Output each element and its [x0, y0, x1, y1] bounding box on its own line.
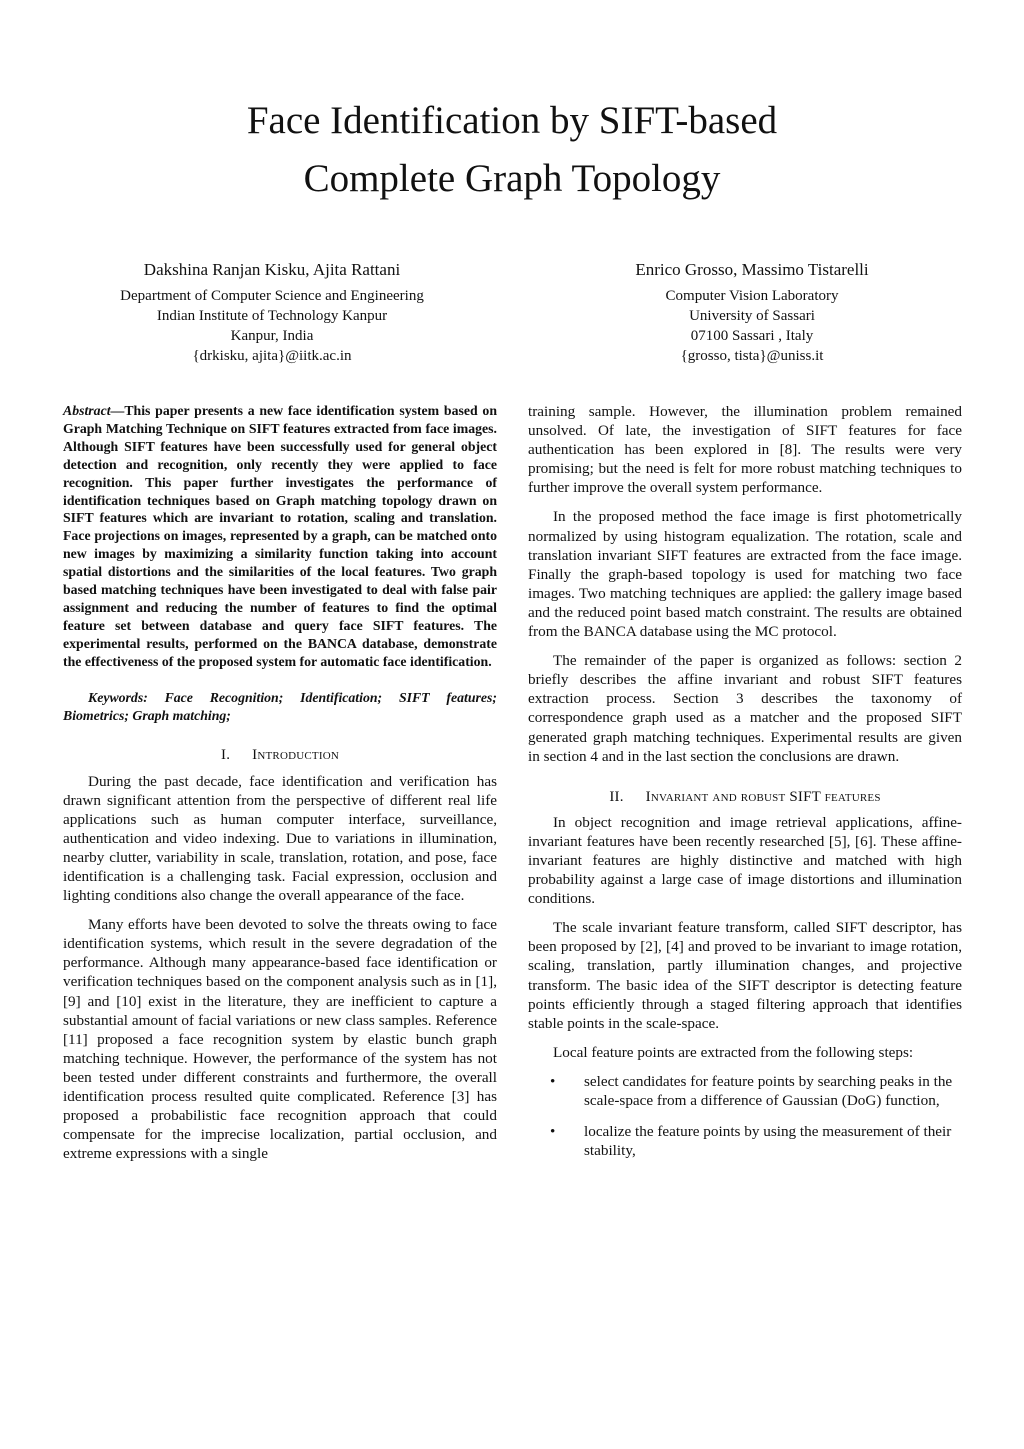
- section-title: Introduction: [252, 747, 339, 764]
- affiliation-line: 07100 Sassari , Italy: [690, 328, 814, 344]
- title-line-2: Complete Graph Topology: [303, 157, 721, 200]
- paragraph: In the proposed method the face image is first photometrically normalized by using histogram equalization. The rotation, scale and translation invariant SIFT features are extracted from the face image. Finally the graph-based topology is used for matching two face images. Two matching techniques are applied: the gallery image based and the reduced point based match constraint. The results are obtained from the BANCA database using the MC protocol.: [528, 508, 962, 641]
- list-item: [528, 1072, 962, 1110]
- paragraph: In object recognition and image retrieval applications, affine-invariant features have been recently researched [5], [6]. These affine-invariant features are highly distinctive and matched with high probability against a large case of image distortions and illumination conditions.: [528, 813, 962, 908]
- abstract-text: —This paper presents a new face identification system based on Graph Matching Technique on SIFT features extracted from face images. Although SIFT features have been successfully used for general object detection and recognition, only recently they were applied to face recognition. This paper further investigates the performance of identification techniques based on Graph matching topology drawn on SIFT features which are invariant to rotation, scaling and translation. Face projections on images, represented by a graph, can be matched onto new images by maximizing a similarity function taking into account spatial distortions and the similarities of the local features. Two graph based matching techniques have been investigated to deal with false pair assignment and reducing the number of features to find the optimal feature set between database and query face SIFT features. The experimental results, performed on the BANCA database, demonstrate the effectiveness of the proposed system for automatic face identification.: [63, 403, 497, 669]
- list-item-text: localize the feature points by using the measurement of their stability,: [584, 1123, 952, 1160]
- section-number: II.: [609, 788, 624, 805]
- paragraph: Many efforts have been devoted to solve the threats owing to face identification systems, which result in the severe degradation of the performance. Although many appearance-based face identification or verification techniques based on the component analysis such as in [1], [9] and [10] exist in the literature, they are inefficient to capture a substantial amount of facial variations or new class samples. Reference [11] proposed a face recognition system by elastic bunch graph matching technique. However, the performance of the system has not been tested under different constraints and furthermore, the overall identification process resulted quite complicated. Reference [3] has proposed a probabilistic face recognition approach that could compensate for the imprecise localization, partial occlusion, and extreme expressions with a single: [63, 916, 497, 1163]
- section-number: I.: [221, 747, 231, 764]
- paper-title: [0, 92, 1024, 208]
- left-column: [63, 402, 497, 1173]
- title-line-1: Face Identification by SIFT-based: [246, 99, 778, 142]
- abstract-label: Abstract: [63, 403, 111, 418]
- author-block-sassari: [537, 258, 967, 366]
- affiliation-line: Indian Institute of Technology Kanpur: [156, 308, 388, 324]
- affiliation-line: Kanpur, India: [230, 328, 314, 344]
- affiliation-line: Computer Vision Laboratory: [665, 288, 839, 304]
- author-names: Enrico Grosso, Massimo Tistarelli: [635, 260, 869, 279]
- section-heading-invariant-features: [528, 788, 962, 807]
- list-item: [528, 1122, 962, 1160]
- paragraph: During the past decade, face identification and verification has drawn significant attention from the perspective of different real life applications such as human computer interface, surveillance, authentication and video indexing. Due to variations in illumination, nearby clutter, variability in scale, translation, rotation, and pose, face identification is a challenging task. Facial expression, occlusion and lighting conditions also change the overall appearance of the face.: [63, 772, 497, 905]
- steps-list: [528, 1072, 962, 1160]
- paragraph: Local feature points are extracted from the following steps:: [553, 1043, 914, 1061]
- abstract: [63, 402, 497, 671]
- paragraph: The remainder of the paper is organized as follows: section 2 briefly describes the affine invariant and robust SIFT features extraction process. Section 3 describes the taxonomy of correspondence graph used as a matcher and the proposed SIFT generated graph matching techniques. Experimental results are given in section 4 and in the last section the conclusions are drawn.: [528, 652, 962, 765]
- keywords: Keywords: Face Recognition; Identification; SIFT features; Biometrics; Graph matching;: [63, 689, 497, 723]
- bullet-icon: •: [550, 1123, 556, 1141]
- section-title: Invariant and robust SIFT features: [645, 788, 881, 805]
- paragraph: The scale invariant feature transform, called SIFT descriptor, has been proposed by [2], [4] and proved to be invariant to image rotation, scaling, translation, partly illumination changes, and projective transform. The basic idea of the SIFT descriptor is detecting feature points efficiently through a staged filtering approach that identifies stable points in the scale-space.: [528, 919, 962, 1032]
- section-heading-introduction: [63, 746, 497, 765]
- author-email: {grosso, tista}@uniss.it: [680, 348, 824, 364]
- right-column: [528, 402, 962, 1172]
- bullet-icon: •: [550, 1072, 556, 1090]
- affiliation-line: Department of Computer Science and Engineering: [120, 288, 424, 304]
- author-block-iitk: [57, 258, 487, 366]
- author-names: Dakshina Ranjan Kisku, Ajita Rattani: [143, 260, 401, 279]
- list-item-text: select candidates for feature points by searching peaks in the scale-space from a difference of Gaussian (DoG) function,: [584, 1072, 953, 1109]
- author-email: {drkisku, ajita}@iitk.ac.in: [192, 348, 352, 364]
- affiliation-line: University of Sassari: [689, 308, 815, 324]
- paragraph: training sample. However, the illumination problem remained unsolved. Of late, the investigation of SIFT features for face authentication has been explored in [8]. The results were very promising; but the need is felt for more robust matching techniques to further improve the overall system performance.: [528, 403, 962, 497]
